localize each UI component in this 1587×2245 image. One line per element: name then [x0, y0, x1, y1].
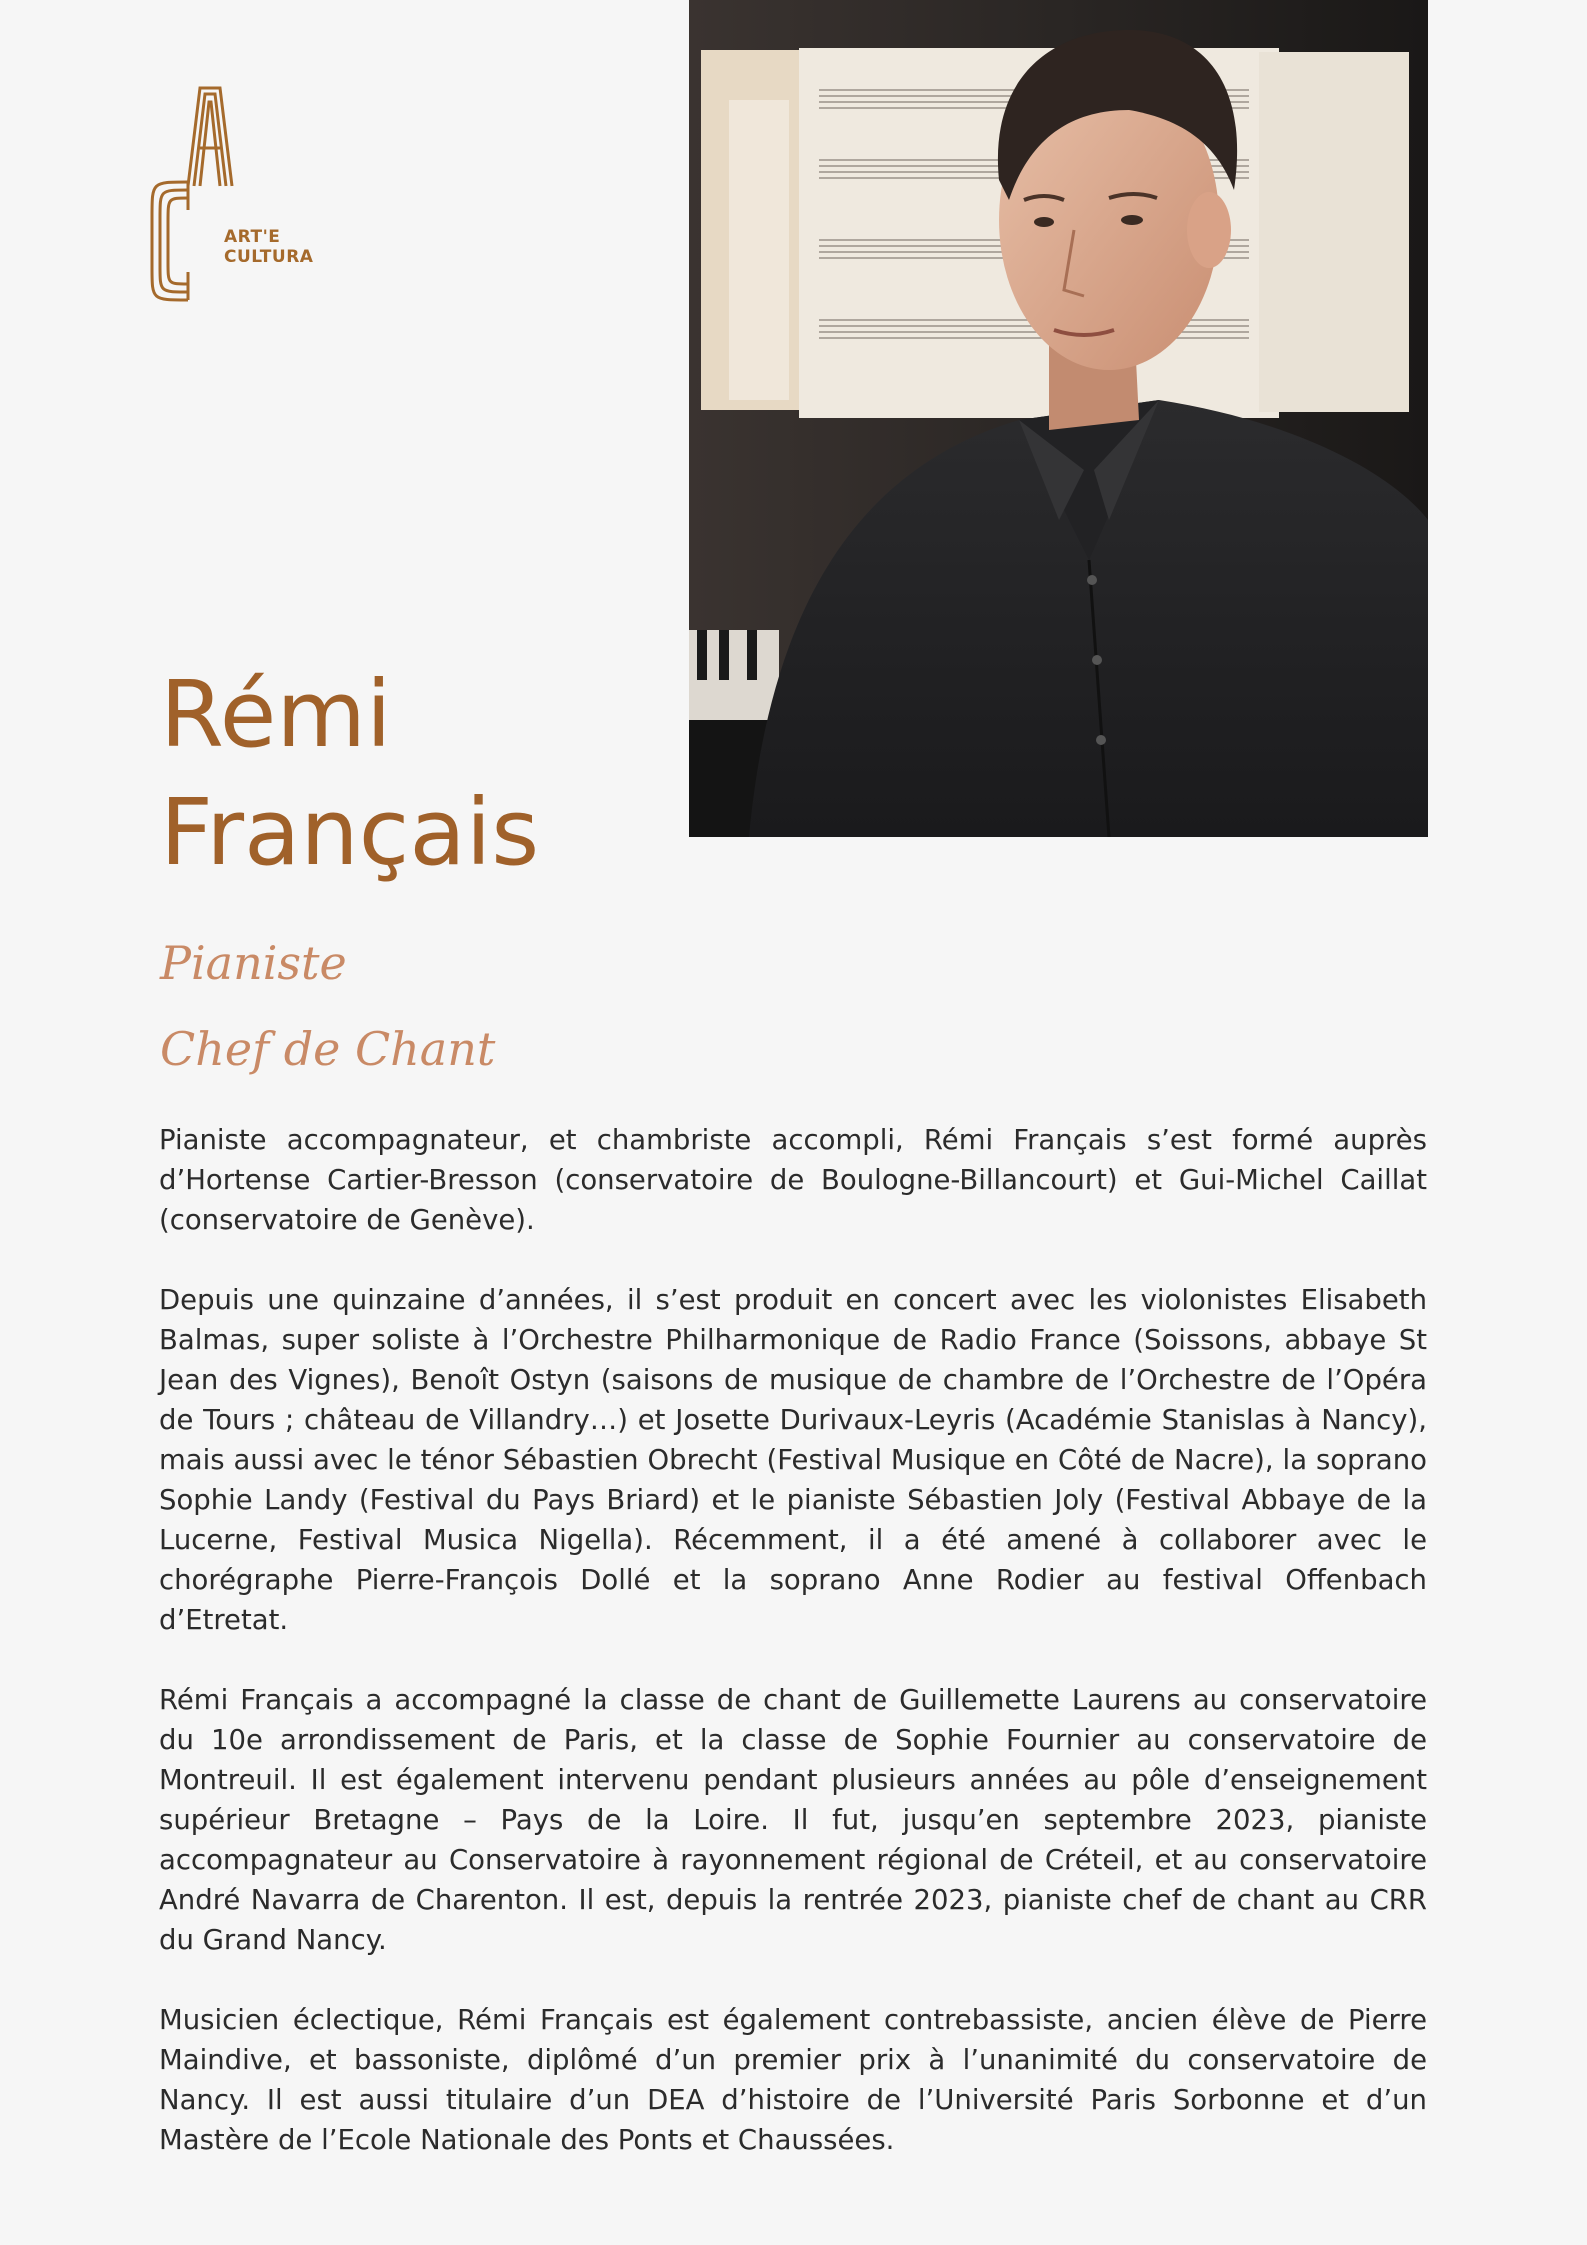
arte-cultura-logo [148, 86, 338, 306]
first-name: Rémi [160, 661, 392, 768]
bio-paragraph-1: Pianiste accompagnateur, et chambriste accompli, Rémi Français s’est formé auprès d’Hortense Cartier-Bresson (conservatoire de Boulogne-Billancourt) et Gui-Michel Caillat (conservatoire de Genève). [159, 1124, 1427, 1236]
logo-wordmark [224, 227, 313, 267]
roles [160, 920, 495, 1092]
last-name: Français [160, 779, 540, 886]
role-pianist: Pianiste [160, 936, 347, 990]
role-vocal-coach: Chef de Chant [160, 1022, 496, 1076]
bio-paragraph-3: Rémi Français a accompagné la classe de chant de Guillemette Laurens au conservatoire du 10e arrondissement de Paris, et la classe de Sophie Fournier au conservatoire de Montreuil. Il est également intervenu pendant plusieurs années au pôle d’enseignement supérieur Bretagne – Pays de la Loire. Il fut, jusqu’en septembre 2023, pianiste accompagnateur au Conservatoire à rayonnement régional de Créteil, et au conservatoire André Navarra de Charenton. Il est, depuis la rentrée 2023, pianiste chef de chant au CRR du Grand Nancy. [159, 1684, 1427, 1956]
bio-paragraph-2: Depuis une quinzaine d’années, il s’est produit en concert avec les violonistes Elisabeth Balmas, super soliste à l’Orchestre Philharmonique de Radio France (Soissons, abbaye St Jean des Vignes), Benoît Ostyn (saisons de musique de chambre de l’Orchestre de l’Opéra de Tours ; château de Villandry…) et Josette Durivaux-Leyris (Académie Stanislas à Nancy), mais aussi avec le ténor Sébastien Obrecht (Festival Musique en Côté de Nacre), la soprano Sophie Landy (Festival du Pays Briard) et le pianiste Sébastien Joly (Festival Abbaye de la Lucerne, Festival Musica Nigella). Récemment, il a été amené à collaborer avec le chorégraphe Pierre-François Dollé et la soprano Anne Rodier au festival Offenbach d’Etretat. [159, 1284, 1427, 1636]
logo-line-1: ART'E [224, 227, 281, 247]
bio-paragraph-4: Musicien éclectique, Rémi Français est également contrebassiste, ancien élève de Pierre Maindive, et bassoniste, diplômé d’un premier prix à l’unanimité du conservatoire de Nancy. Il est aussi titulaire d’un DEA d’histoire de l’Université Paris Sorbonne et d’un Mastère de l’Ecole Nationale des Ponts et Chaussées. [159, 2004, 1427, 2156]
ac-monogram-icon [148, 86, 258, 306]
logo-line-2: CULTURA [224, 247, 314, 267]
pianist-portrait-icon [689, 0, 1428, 837]
artist-name [160, 656, 539, 892]
portrait-photo [689, 0, 1428, 837]
biography [159, 1120, 1427, 2200]
